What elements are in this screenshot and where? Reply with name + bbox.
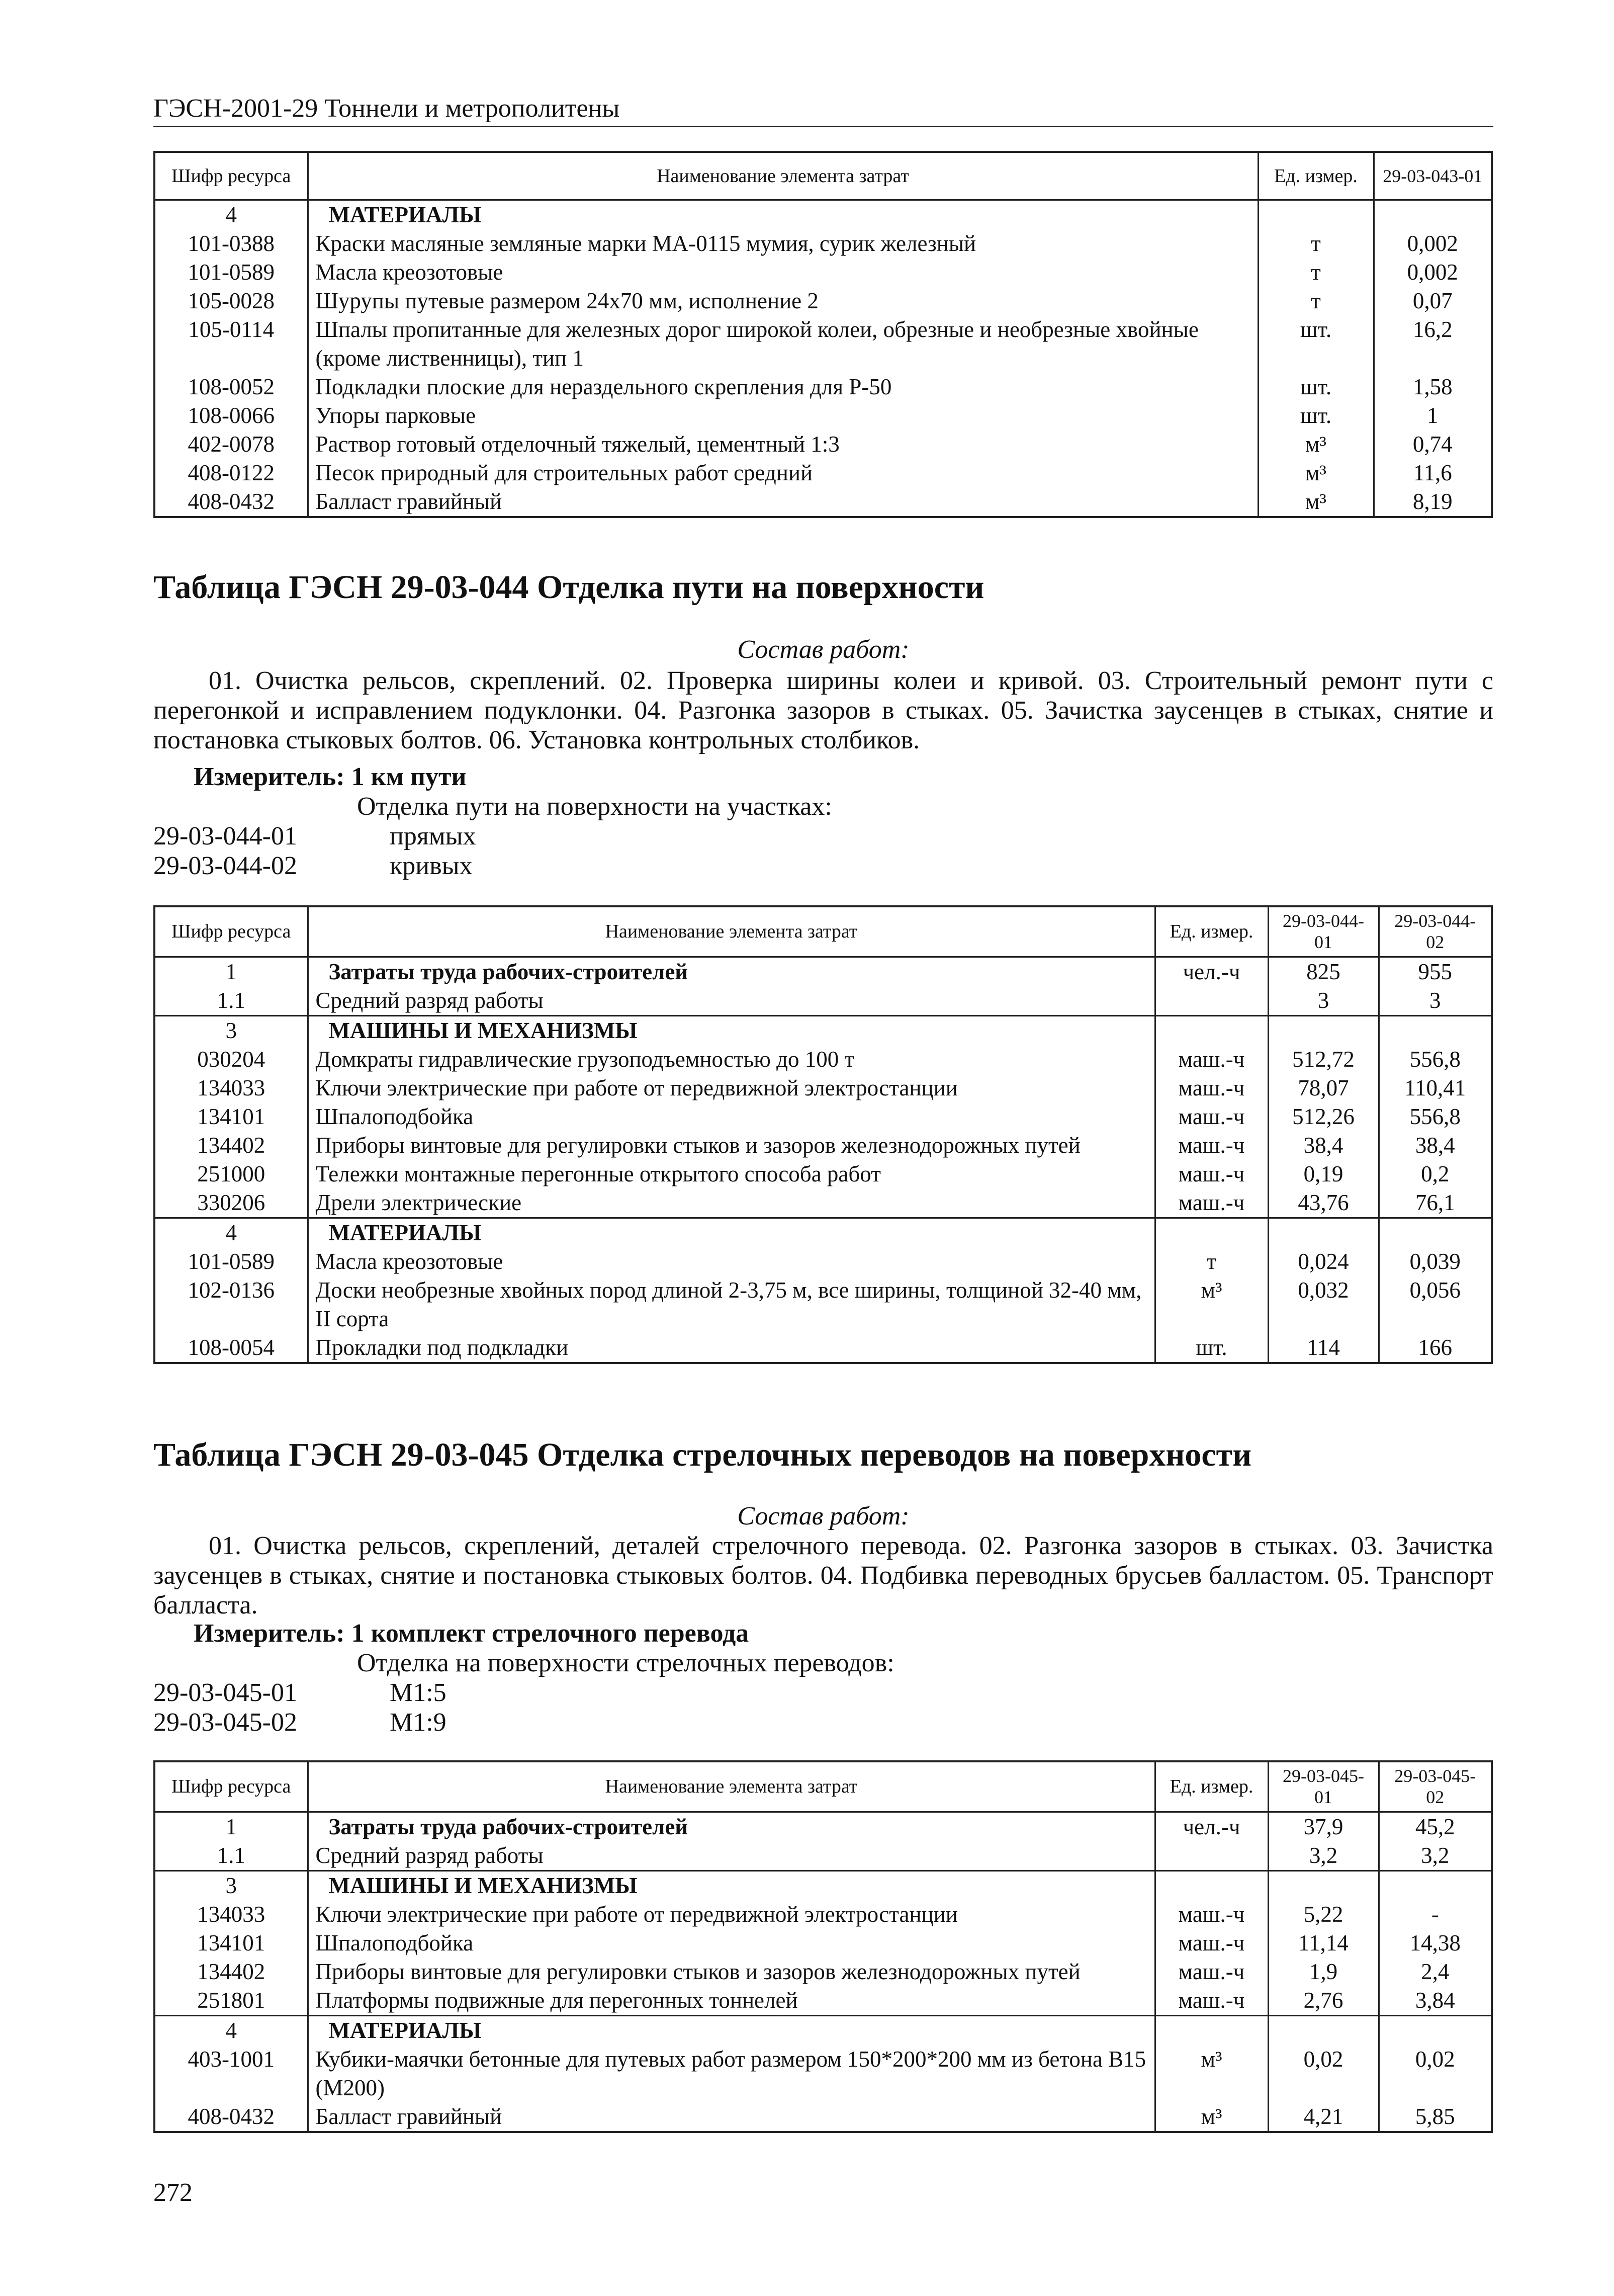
cell-code: 134402 [154, 1131, 308, 1160]
table-row [154, 459, 1492, 487]
cell-unit: т [1155, 1247, 1268, 1276]
measure-045 [194, 1619, 749, 1648]
table-29-03-043 [153, 151, 1493, 518]
cell-code: 030204 [154, 1045, 308, 1074]
cell-value-2: 0,039 [1379, 1247, 1492, 1276]
cell-value-1: 11,14 [1268, 1929, 1379, 1958]
cell-unit: маш.-ч [1155, 1900, 1268, 1929]
cell-value-1: 512,72 [1268, 1045, 1379, 1074]
cell-value-2: 166 [1379, 1333, 1492, 1363]
cell-value-2: 45,2 [1379, 1812, 1492, 1841]
cell-name: Домкраты гидравлические грузоподъемностью до 100 т [308, 1045, 1155, 1074]
cell-code: 408-0122 [154, 459, 308, 487]
cell-name: Затраты труда рабочих-строителей [308, 957, 1155, 986]
cell-name: Масла креозотовые [308, 1247, 1155, 1276]
cell-value-2: 14,38 [1379, 1929, 1492, 1958]
cell-unit: маш.-ч [1155, 1986, 1268, 2016]
cell-value-1: 0,07 [1374, 287, 1492, 315]
measure-label: Измеритель: [194, 762, 345, 791]
table-29-03-045 [153, 1760, 1493, 2133]
cell-value-2: 556,8 [1379, 1102, 1492, 1131]
cell-value-1 [1268, 2015, 1379, 2045]
cell-value-2 [1379, 2015, 1492, 2045]
cell-name: Доски необрезные хвойных пород длиной 2-3,75 м, все ширины, толщиной 32-40 мм, II сорта [308, 1276, 1155, 1333]
cell-code: 134402 [154, 1958, 308, 1986]
cell-name: Балласт гравийный [308, 2102, 1155, 2132]
cell-value-2: 3,2 [1379, 1841, 1492, 1871]
cell-unit [1155, 986, 1268, 1016]
cell-code: 108-0054 [154, 1333, 308, 1363]
code-label: прямых [390, 822, 476, 851]
cell-name: МАШИНЫ И МЕХАНИЗМЫ [308, 1015, 1155, 1045]
cell-value-2 [1379, 1015, 1492, 1045]
cell-name: Краски масляные земляные марки МА-0115 мумия, сурик железный [308, 229, 1258, 258]
code-line: 29-03-045-01 [153, 1678, 297, 1707]
cell-unit: маш.-ч [1155, 1102, 1268, 1131]
table-row [154, 1131, 1492, 1160]
cell-value-1: 3 [1268, 986, 1379, 1016]
cell-value-1: 0,032 [1268, 1276, 1379, 1333]
cell-value-2: 0,2 [1379, 1160, 1492, 1188]
table-row [154, 1812, 1492, 1841]
table-row [154, 1900, 1492, 1929]
cell-unit: м³ [1155, 2102, 1268, 2132]
table-row [154, 315, 1492, 373]
table-row [154, 2102, 1492, 2132]
cell-value-1 [1268, 1870, 1379, 1900]
cell-value-2: - [1379, 1900, 1492, 1929]
cell-value-2: 556,8 [1379, 1045, 1492, 1074]
cell-value-1 [1268, 1015, 1379, 1045]
cell-name: Платформы подвижные для перегонных тоннелей [308, 1986, 1155, 2016]
cell-value-1: 43,76 [1268, 1188, 1379, 1218]
cell-value-2: 3,84 [1379, 1986, 1492, 2016]
cell-name: Средний разряд работы [308, 986, 1155, 1016]
subtitle-045: Отделка на поверхности стрелочных переводов: [357, 1649, 894, 1677]
cell-code: 102-0136 [154, 1276, 308, 1333]
table-row [154, 1160, 1492, 1188]
cell-value-2 [1379, 1870, 1492, 1900]
cell-unit [1155, 1015, 1268, 1045]
cell-name: Песок природный для строительных работ средний [308, 459, 1258, 487]
cell-value-1: 16,2 [1374, 315, 1492, 373]
cell-code: 408-0432 [154, 2102, 308, 2132]
cell-value-2: 3 [1379, 986, 1492, 1016]
cell-value-1: 2,76 [1268, 1986, 1379, 2016]
cell-code: 3 [154, 1870, 308, 1900]
table-row [154, 2045, 1492, 2102]
cell-unit: т [1258, 287, 1374, 315]
table-row [154, 200, 1492, 229]
table-row [154, 1188, 1492, 1218]
table-row [154, 373, 1492, 401]
composition-label-045: Состав работ: [737, 1502, 910, 1530]
cell-value-1 [1374, 200, 1492, 229]
table-row [154, 487, 1492, 517]
cell-unit: м³ [1258, 487, 1374, 517]
cell-value-1 [1268, 1218, 1379, 1247]
cell-value-2: 955 [1379, 957, 1492, 986]
col-header-unit: Ед. измер. [1155, 906, 1268, 957]
measure-label: Измеритель: [194, 1619, 345, 1648]
cell-unit [1155, 1218, 1268, 1247]
cell-unit: маш.-ч [1155, 1131, 1268, 1160]
cell-value-1: 4,21 [1268, 2102, 1379, 2132]
cell-code: 251801 [154, 1986, 308, 2016]
cell-unit: т [1258, 258, 1374, 287]
cell-unit: м³ [1258, 459, 1374, 487]
cell-value-1: 114 [1268, 1333, 1379, 1363]
col-header-value-1: 29-03-044-01 [1268, 906, 1379, 957]
cell-code: 4 [154, 2015, 308, 2045]
cell-value-2: 38,4 [1379, 1131, 1492, 1160]
cell-value-1: 0,002 [1374, 229, 1492, 258]
cell-name: Раствор готовый отделочный тяжелый, цементный 1:3 [308, 430, 1258, 459]
cell-name: Упоры парковые [308, 401, 1258, 430]
cell-name: МАТЕРИАЛЫ [308, 200, 1258, 229]
cell-code: 105-0028 [154, 287, 308, 315]
cell-name: Средний разряд работы [308, 1841, 1155, 1871]
cell-value-1: 1 [1374, 401, 1492, 430]
table-row [154, 1015, 1492, 1045]
table-29-03-044 [153, 905, 1493, 1364]
table-row [154, 1074, 1492, 1102]
cell-value-1: 512,26 [1268, 1102, 1379, 1131]
col-header-value-1: 29-03-045-01 [1268, 1761, 1379, 1812]
cell-value-1: 0,02 [1268, 2045, 1379, 2102]
cell-unit: маш.-ч [1155, 1929, 1268, 1958]
cell-unit [1258, 200, 1374, 229]
cell-name: Шурупы путевые размером 24х70 мм, исполнение 2 [308, 287, 1258, 315]
table-row [154, 1986, 1492, 2016]
col-header-value-2: 29-03-044-02 [1379, 906, 1492, 957]
table-title-044: Таблица ГЭСН 29-03-044 Отделка пути на поверхности [153, 569, 984, 606]
cell-code: 1 [154, 1812, 308, 1841]
table-row [154, 1045, 1492, 1074]
cell-name: Шпалоподбойка [308, 1929, 1155, 1958]
cell-value-2: 0,02 [1379, 2045, 1492, 2102]
col-header-code: Шифр ресурса [154, 906, 308, 957]
table-body [154, 957, 1492, 1363]
cell-unit: маш.-ч [1155, 1188, 1268, 1218]
cell-code: 408-0432 [154, 487, 308, 517]
page-number: 272 [153, 2178, 193, 2207]
table-row [154, 957, 1492, 986]
cell-unit [1155, 1841, 1268, 1871]
code-line: 29-03-045-02 [153, 1708, 297, 1737]
cell-value-1: 78,07 [1268, 1074, 1379, 1102]
col-header-unit: Ед. измер. [1155, 1761, 1268, 1812]
cell-name: МАШИНЫ И МЕХАНИЗМЫ [308, 1870, 1155, 1900]
cell-unit: маш.-ч [1155, 1160, 1268, 1188]
code-label: М1:5 [390, 1678, 446, 1707]
cell-unit: шт. [1258, 373, 1374, 401]
cell-code: 108-0066 [154, 401, 308, 430]
cell-name: Ключи электрические при работе от передвижной электростанции [308, 1074, 1155, 1102]
measure-value: 1 комплект стрелочного перевода [351, 1619, 749, 1648]
cell-name: Ключи электрические при работе от передвижной электростанции [308, 1900, 1155, 1929]
cell-value-1: 0,002 [1374, 258, 1492, 287]
table-title-045: Таблица ГЭСН 29-03-045 Отделка стрелочных переводов на поверхности [153, 1436, 1252, 1473]
cell-code: 101-0589 [154, 1247, 308, 1276]
cell-code: 134033 [154, 1900, 308, 1929]
cell-code: 3 [154, 1015, 308, 1045]
cell-value-1: 11,6 [1374, 459, 1492, 487]
measure-044 [194, 762, 466, 792]
cell-name: МАТЕРИАЛЫ [308, 1218, 1155, 1247]
cell-code: 108-0052 [154, 373, 308, 401]
code-line: 29-03-044-01 [153, 822, 297, 851]
page-header: ГЭСН-2001-29 Тоннели и метрополитены [153, 96, 1493, 127]
subtitle-044: Отделка пути на поверхности на участках: [357, 792, 832, 821]
table-row [154, 986, 1492, 1016]
cell-code: 403-1001 [154, 2045, 308, 2102]
cell-code: 1.1 [154, 986, 308, 1016]
col-header-name: Наименование элемента затрат [308, 1761, 1155, 1812]
col-header-name: Наименование элемента затрат [308, 152, 1258, 200]
code-label: М1:9 [390, 1708, 446, 1737]
table-body [154, 1812, 1492, 2132]
cell-value-1: 0,74 [1374, 430, 1492, 459]
table-row [154, 258, 1492, 287]
cell-code: 402-0078 [154, 430, 308, 459]
cell-code: 134033 [154, 1074, 308, 1102]
table-row [154, 1333, 1492, 1363]
cell-name: Шпалы пропитанные для железных дорог широкой колеи, обрезные и необрезные хвойные (кроме лиственницы), тип 1 [308, 315, 1258, 373]
cell-value-1: 38,4 [1268, 1131, 1379, 1160]
cell-value-2: 76,1 [1379, 1188, 1492, 1218]
cell-unit: маш.-ч [1155, 1074, 1268, 1102]
cell-code: 4 [154, 200, 308, 229]
cell-code: 251000 [154, 1160, 308, 1188]
cell-value-2 [1379, 1218, 1492, 1247]
col-header-value-2: 29-03-045-02 [1379, 1761, 1492, 1812]
cell-name: Тележки монтажные перегонные открытого способа работ [308, 1160, 1155, 1188]
composition-text-044: 01. Очистка рельсов, скреплений. 02. Проверка ширины колеи и кривой. 03. Строительный ремонт пути с перегонкой и исправлением подуклонки. 04. Разгонка зазоров в стыках. 05. Зачистка заусенцев в стыках, снятие и постановка стыковых болтов. 06. Установка контрольных столбиков. [153, 666, 1493, 754]
cell-code: 134101 [154, 1102, 308, 1131]
cell-name: Кубики-маячки бетонные для путевых работ размером 150*200*200 мм из бетона В15 (М200) [308, 2045, 1155, 2102]
cell-value-1: 5,22 [1268, 1900, 1379, 1929]
cell-unit: чел.-ч [1155, 1812, 1268, 1841]
col-header-name: Наименование элемента затрат [308, 906, 1155, 957]
measure-value: 1 км пути [351, 762, 467, 791]
cell-value-2: 110,41 [1379, 1074, 1492, 1102]
cell-unit: чел.-ч [1155, 957, 1268, 986]
table-row [154, 1247, 1492, 1276]
cell-value-1: 8,19 [1374, 487, 1492, 517]
table-row [154, 1870, 1492, 1900]
table-row [154, 2015, 1492, 2045]
cell-name: Балласт гравийный [308, 487, 1258, 517]
cell-unit: шт. [1258, 315, 1374, 373]
table-row [154, 1102, 1492, 1131]
cell-unit: м³ [1155, 2045, 1268, 2102]
code-label: кривых [390, 852, 473, 880]
cell-name: Шпалоподбойка [308, 1102, 1155, 1131]
cell-name: Приборы винтовые для регулировки стыков и зазоров железнодорожных путей [308, 1131, 1155, 1160]
table-row [154, 1841, 1492, 1871]
cell-value-1: 825 [1268, 957, 1379, 986]
col-header-code: Шифр ресурса [154, 152, 308, 200]
cell-code: 1 [154, 957, 308, 986]
cell-unit: т [1258, 229, 1374, 258]
cell-value-1: 0,024 [1268, 1247, 1379, 1276]
cell-unit: шт. [1258, 401, 1374, 430]
cell-name: Дрели электрические [308, 1188, 1155, 1218]
cell-value-1: 37,9 [1268, 1812, 1379, 1841]
cell-value-2: 0,056 [1379, 1276, 1492, 1333]
cell-value-1: 1,9 [1268, 1958, 1379, 1986]
cell-code: 1.1 [154, 1841, 308, 1871]
col-header-code: Шифр ресурса [154, 1761, 308, 1812]
table-row [154, 1218, 1492, 1247]
table-row [154, 1929, 1492, 1958]
cell-code: 4 [154, 1218, 308, 1247]
cell-unit: маш.-ч [1155, 1045, 1268, 1074]
cell-name: Подкладки плоские для нераздельного скрепления для Р-50 [308, 373, 1258, 401]
table-row [154, 229, 1492, 258]
composition-label-044: Состав работ: [737, 635, 910, 664]
col-header-unit: Ед. измер. [1258, 152, 1374, 200]
cell-name: Затраты труда рабочих-строителей [308, 1812, 1155, 1841]
table-row [154, 1958, 1492, 1986]
table-body [154, 200, 1492, 517]
cell-name: Приборы винтовые для регулировки стыков и зазоров железнодорожных путей [308, 1958, 1155, 1986]
cell-unit [1155, 2015, 1268, 2045]
composition-text-045: 01. Очистка рельсов, скреплений, деталей стрелочного перевода. 02. Разгонка зазоров в стыках. 03. Зачистка заусенцев в стыках, снятие и постановка стыковых болтов. 04. Подбивка переводных брусьев балластом. 05. Транспорт балласта. [153, 1532, 1493, 1620]
table-row [154, 287, 1492, 315]
cell-value-1: 3,2 [1268, 1841, 1379, 1871]
cell-code: 134101 [154, 1929, 308, 1958]
cell-name: МАТЕРИАЛЫ [308, 2015, 1155, 2045]
table-row [154, 401, 1492, 430]
cell-value-2: 2,4 [1379, 1958, 1492, 1986]
cell-code: 330206 [154, 1188, 308, 1218]
table-row [154, 1276, 1492, 1333]
table-row [154, 430, 1492, 459]
cell-name: Прокладки под подкладки [308, 1333, 1155, 1363]
code-line: 29-03-044-02 [153, 852, 297, 880]
cell-unit: маш.-ч [1155, 1958, 1268, 1986]
cell-value-2: 5,85 [1379, 2102, 1492, 2132]
cell-unit: м³ [1155, 1276, 1268, 1333]
cell-code: 101-0388 [154, 229, 308, 258]
cell-unit: шт. [1155, 1333, 1268, 1363]
col-header-value-1: 29-03-043-01 [1374, 152, 1492, 200]
cell-value-1: 1,58 [1374, 373, 1492, 401]
cell-code: 105-0114 [154, 315, 308, 373]
cell-unit: м³ [1258, 430, 1374, 459]
cell-unit [1155, 1870, 1268, 1900]
cell-name: Масла креозотовые [308, 258, 1258, 287]
cell-value-1: 0,19 [1268, 1160, 1379, 1188]
cell-code: 101-0589 [154, 258, 308, 287]
